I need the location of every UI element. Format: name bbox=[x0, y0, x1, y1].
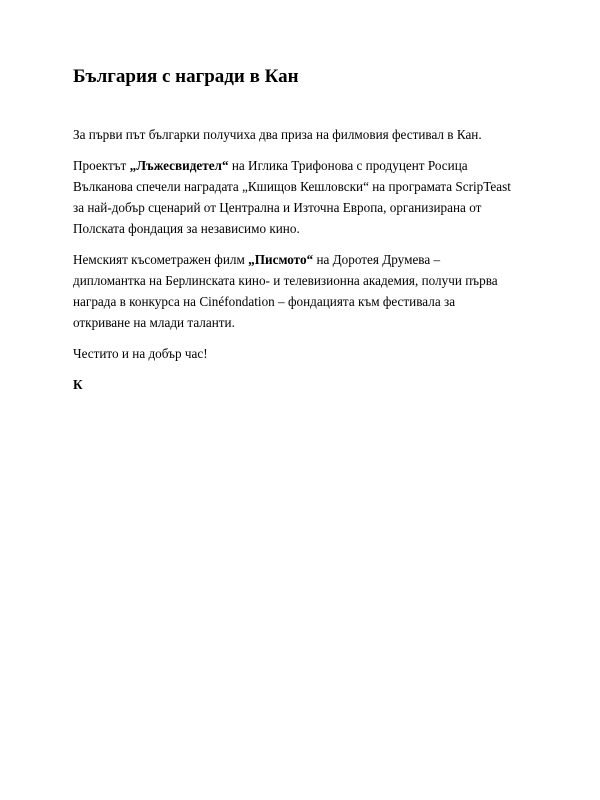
paragraph-film bbox=[73, 249, 513, 333]
paragraph-congrats: Честито и на добър час! bbox=[73, 346, 208, 361]
document-page bbox=[73, 64, 513, 395]
paragraph-project-post: на Иглика Трифонова с продуцент Росица Вълканова спечели наградата „Кшищов Кешловски“ на програмата ScripTeast за най-добър сценарий от Централна и Източна Европа, организирана от Полската фондация за независимо кино. bbox=[73, 158, 511, 236]
paragraph-project bbox=[73, 155, 513, 239]
article-body bbox=[73, 124, 513, 395]
paragraph-film-post: на Доротея Друмева – дипломантка на Берлинската кино- и телевизионна академия, получи първа награда в конкурса на Cinéfondation – фондацията към фестивала за откриване на млади таланти. bbox=[73, 252, 498, 330]
paragraph-project-pre: Проектът bbox=[73, 158, 130, 173]
project-title: „Лъжесвидетел“ bbox=[129, 158, 229, 173]
film-title: „Писмото“ bbox=[248, 252, 314, 267]
paragraph-film-pre: Немският късометражен филм bbox=[73, 252, 249, 267]
paragraph-intro: За първи път българки получиха два приза на филмовия фестивал в Кан. bbox=[73, 127, 482, 142]
signature: К bbox=[73, 377, 83, 392]
article-title: България с награди в Кан bbox=[73, 66, 299, 87]
